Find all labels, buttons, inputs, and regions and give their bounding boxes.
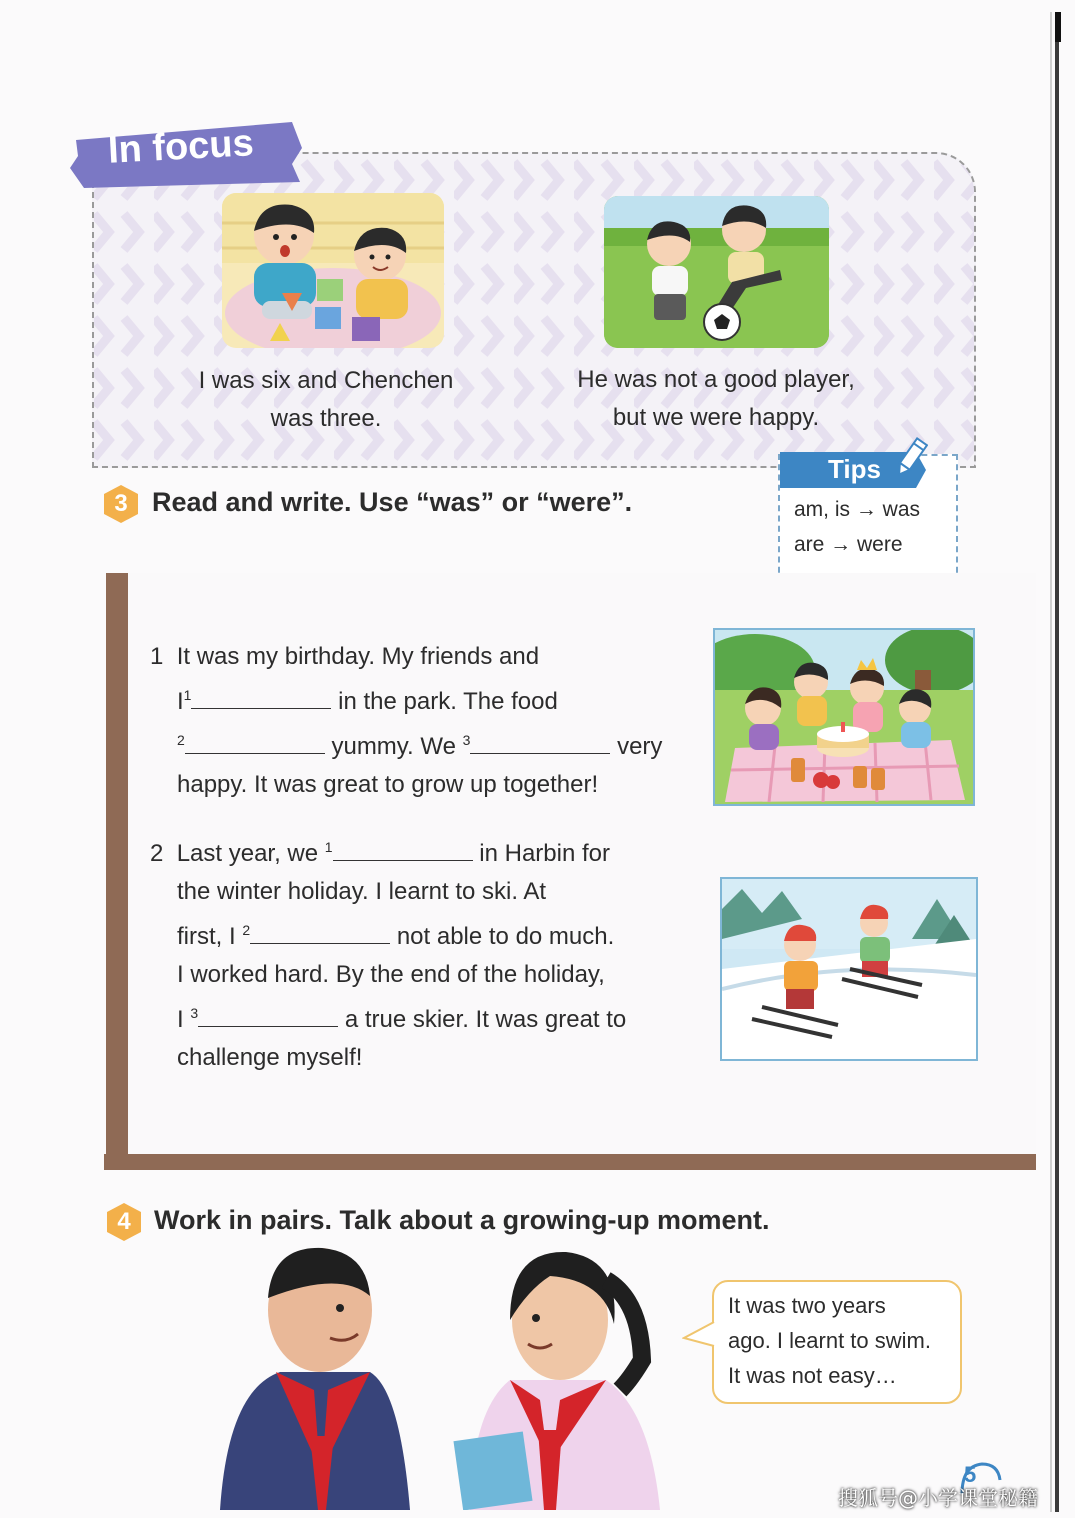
item-2-line-3-end: not able to do much. (396, 923, 615, 950)
item-2-line-1-end: in Harbin for (479, 840, 610, 867)
blank-2-1[interactable] (333, 834, 473, 861)
children-playing-blocks-illustration (222, 193, 444, 348)
blank-label-1-2: 2 (177, 732, 185, 748)
pencil-icon (892, 436, 928, 482)
exercise-4-heading: Work in pairs. Talk about a growing-up moment. (154, 1205, 770, 1235)
blocks-picture (222, 193, 444, 348)
page-number: 5 (964, 1462, 977, 1487)
blank-label-2-2: 2 (242, 922, 251, 938)
exercise-4-number: 4 (117, 1208, 131, 1235)
blank-label-2-1: 1 (324, 839, 333, 855)
item-1-line-2-end: in the park. The food (338, 688, 558, 715)
exercise-3-frame-left (106, 573, 128, 1166)
speech-bubble-tail (682, 1320, 716, 1350)
blank-1-3[interactable] (470, 727, 610, 754)
item-1-line-3-end: very (617, 733, 663, 760)
item-2-line-6: challenge myself! (177, 1044, 363, 1071)
exercise-3-frame-bottom (104, 1154, 1036, 1170)
in-focus-title: In focus (106, 122, 255, 172)
tips-line-2: are → were (794, 533, 903, 556)
bubble-line-3: It was not easy… (728, 1363, 897, 1388)
caption-right (548, 361, 884, 437)
blank-1-1[interactable] (191, 682, 331, 709)
caption-right-line2: but we were happy. (612, 404, 820, 431)
birthday-picnic-illustration (715, 630, 973, 804)
blank-2-2[interactable] (250, 917, 390, 944)
caption-left-line2: was three. (270, 405, 382, 432)
blank-label-1-1: 1 (183, 687, 192, 703)
item-1-number: 1 (150, 643, 164, 670)
children-playing-football-illustration (604, 196, 829, 348)
speech-bubble-text (728, 1288, 931, 1393)
exercise-3-item-1 (150, 638, 710, 804)
item-2-line-5-end: a true skier. It was great to (344, 1006, 627, 1033)
item-2-line-4: I worked hard. By the end of the holiday, (177, 961, 605, 988)
tips-title: Tips (828, 454, 881, 484)
football-picture (604, 196, 829, 348)
bubble-line-2: ago. I learnt to swim. (728, 1328, 931, 1353)
blank-2-3[interactable] (198, 1000, 338, 1027)
skiing-picture (720, 877, 978, 1061)
tips-line-1: am, is → was (794, 498, 921, 521)
item-1-line-1: It was my birthday. My friends and (176, 643, 540, 670)
item-2-line-1-start: Last year, we (176, 840, 319, 867)
picnic-picture (713, 628, 975, 806)
bubble-line-1: It was two years (728, 1293, 886, 1318)
item-2-line-2: the winter holiday. I learnt to ski. At (177, 878, 547, 905)
item-1-line-2-start: I (177, 688, 184, 715)
exercise-3-heading: Read and write. Use “was” or “were”. (152, 487, 633, 517)
blank-label-2-3: 3 (190, 1005, 199, 1021)
watermark: 搜狐号@小学课堂秘籍 (838, 1486, 1038, 1510)
page-edge-mark (1055, 12, 1061, 42)
item-2-number: 2 (150, 840, 164, 867)
caption-left (170, 362, 482, 438)
item-2-line-5-start: I (177, 1006, 184, 1033)
item-1-line-4: happy. It was great to grow up together! (177, 771, 599, 798)
exercise-3-number: 3 (114, 490, 128, 517)
item-1-line-3-mid: yummy. We (331, 733, 456, 760)
caption-left-line1: I was six and Chenchen (198, 367, 454, 394)
page-edge-light (1050, 12, 1052, 1512)
caption-right-line1: He was not a good player, (577, 366, 855, 393)
exercise-3-item-2 (150, 828, 710, 1077)
blank-1-2[interactable] (185, 727, 325, 754)
page-edge (1055, 12, 1059, 1512)
children-skiing-illustration (722, 879, 976, 1059)
students-talking-photo (210, 1240, 680, 1510)
blank-label-1-3: 3 (462, 732, 471, 748)
item-2-line-3-start: first, I (177, 923, 236, 950)
